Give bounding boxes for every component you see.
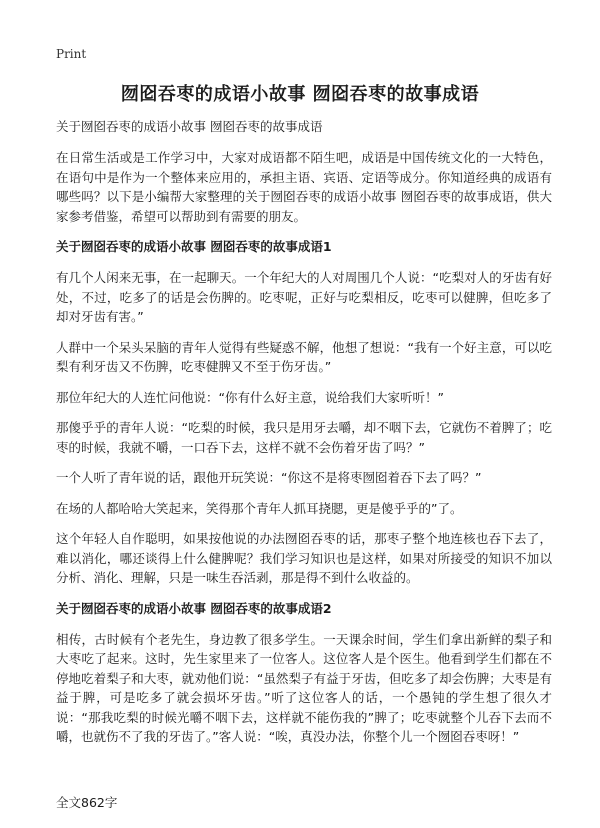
story2-paragraph: 相传，古时候有个老先生，身边教了很多学生。一天课余时间，学生们拿出新鲜的梨子和大枣吃了起来。这时，先生家里来了一位客人。这位客人是个医生。他看到学生们都在不停地吃着梨子和大枣，就劝他们说：“虽然梨子有益于牙齿，但吃多了却会伤脾；大枣是有益于脾，可是吃多了就会损坏牙齿。”听了这位客人的话，一个愚钝的学生想了很久才说：“那我吃梨的时候光嚼不咽下去，这样就不能伤我的”脾了；吃枣就整个儿吞下去而不嚼，也就伤不了我的牙齿了。”客人说：“唉，真没办法，你整个儿一个囫囵吞枣呀！”: [56, 631, 552, 744]
page-title: 囫囵吞枣的成语小故事 囫囵吞枣的故事成语: [120, 84, 480, 105]
word-count: 全文862字: [56, 795, 118, 810]
section-heading-2: 关于囫囵吞枣的成语小故事 囫囵吞枣的故事成语2: [56, 600, 332, 616]
article-body: [56, 117, 552, 758]
print-label: Print: [56, 47, 87, 61]
story1-paragraph: 那位年纪大的人连忙问他说：“你有什么好主意，说给我们大家听听！”: [56, 389, 444, 405]
story1-paragraph: 那傻乎乎的青年人说：“吃梨的时候，我只是用牙去嚼，却不咽下去，它就伤不着脾了；吃枣的时候，我就不嚼，一口吞下去，这样不就不会伤着牙齿了吗？”: [56, 420, 552, 455]
story1-paragraph: 有几个人闲来无事，在一起聊天。一个年纪大的人对周围几个人说：“吃梨对人的牙齿有好处，不过，吃多了的话是会伤脾的。吃枣呢，正好与吃梨相反，吃枣可以健脾，但吃多了却对牙齿有害。”: [56, 270, 552, 324]
intro-paragraph: 在日常生活或是工作学习中，大家对成语都不陌生吧，成语是中国传统文化的一大特色，在语句中是作为一个整体来应用的，承担主语、宾语、定语等成分。你知道经典的成语有哪些吗？以下是小编帮大家整理的关于囫囵吞枣的成语小故事 囫囵吞枣的故事成语，供大家参考借鉴，希望可以帮助到有需要的朋友。: [56, 150, 552, 224]
section-heading-1: 关于囫囵吞枣的成语小故事 囫囵吞枣的故事成语1: [56, 239, 332, 254]
story1-paragraph: 这个年轻人自作聪明，如果按他说的办法囫囵吞枣的话，那枣子整个地连核也吞下去了，难以消化，哪还谈得上什么健脾呢？我们学习知识也是这样，如果对所接受的知识不加以分析、消化、理解，只是一味生吞活剥，那是得不到什么收益的。: [56, 531, 552, 585]
article-subtitle: 关于囫囵吞枣的成语小故事 囫囵吞枣的故事成语: [56, 119, 323, 134]
story1-paragraph: 在场的人都哈哈大笑起来，笑得那个青年人抓耳挠腮，更是傻乎乎的”了。: [56, 500, 463, 516]
story1-paragraph: 人群中一个呆头呆脑的青年人觉得有些疑惑不解，他想了想说：“我有一个好主意，可以吃梨有利牙齿又不伤脾，吃枣健脾又不至于伤牙齿。”: [56, 339, 552, 374]
story1-paragraph: 一个人听了青年说的话，跟他开玩笑说：“你这不是将枣囫囵着吞下去了吗？”: [56, 470, 482, 485]
